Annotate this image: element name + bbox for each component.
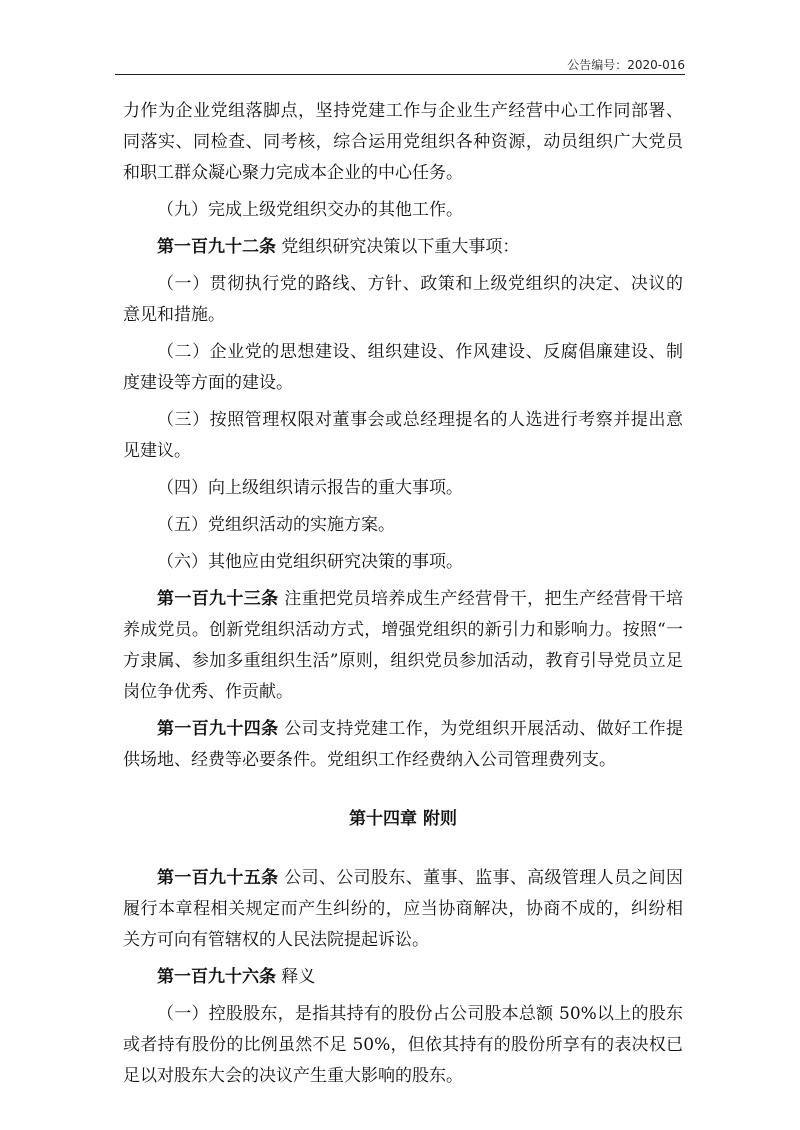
paragraph: （九）完成上级党组织交办的其他工作。	[157, 200, 463, 220]
article-193	[123, 584, 683, 708]
paragraph: 力作为企业党组落脚点，坚持党建工作与企业生产经营中心工作同部署、同落实、同检查、同考核，综合运用党组织各种资源，动员组织广大党员和职工群众凝心聚力完成本企业的中心任务。	[123, 101, 683, 183]
article-text: 公司支持党建工作，为党组织开展活动、做好工作提供场地、经费等必要条件。党组织工作经费纳入公司管理费列支。	[123, 719, 684, 770]
article-192	[123, 232, 683, 263]
paragraph: （五）党组织活动的实施方案。	[157, 515, 395, 535]
article-194	[123, 714, 683, 776]
article-title: 第一百九十二条	[157, 237, 276, 257]
paragraph: （二）企业党的思想建设、组织建设、作风建设、反腐倡廉建设、制度建设等方面的建设。	[123, 342, 683, 393]
article-text: 党组织研究决策以下重大事项：	[276, 237, 520, 257]
article-text: 公司、公司股东、董事、监事、高级管理人员之间因履行本章程相关规定而产生纠纷的，应当协商解决，协商不成的，纠纷相关方可向有管辖权的人民法院提起诉讼。	[123, 868, 684, 950]
article-title: 第一百九十五条	[157, 868, 279, 888]
article-195	[123, 863, 683, 956]
document-body	[123, 96, 683, 1092]
article-title: 第一百九十四条	[157, 719, 279, 739]
paragraph: （四）向上级组织请示报告的重大事项。	[157, 478, 463, 498]
paragraph: （六）其他应由党组织研究决策的事项。	[157, 552, 463, 572]
article-text: 释义	[276, 967, 316, 987]
notice-code: 公告编号：2020-016	[567, 58, 685, 72]
paragraph: （一）贯彻执行党的路线、方针、政策和上级党组织的决定、决议的意见和措施。	[123, 274, 683, 325]
chapter-heading: 第十四章 附则	[349, 809, 457, 829]
article-196	[123, 962, 683, 993]
header-divider	[115, 74, 685, 75]
paragraph: （三）按照管理权限对董事会或总经理提名的人选进行考察并提出意见建议。	[123, 410, 683, 461]
article-title: 第一百九十六条	[157, 967, 276, 987]
article-text: 注重把党员培养成生产经营骨干，把生产经营骨干培养成党员。创新党组织活动方式，增强党组织的新引力和影响力。按照“一方隶属、参加多重组织生活”原则，组织党员参加活动，教育引导党员立足岗位争优秀、作贡献。	[123, 589, 684, 702]
paragraph: （一）控股股东，是指其持有的股份占公司股本总额 50%以上的股东或者持有股份的比例虽然不足 50%，但依其持有的股份所享有的表决权已足以对股东大会的决议产生重大影响的股东。	[123, 1004, 683, 1086]
article-title: 第一百九十三条	[157, 589, 279, 609]
